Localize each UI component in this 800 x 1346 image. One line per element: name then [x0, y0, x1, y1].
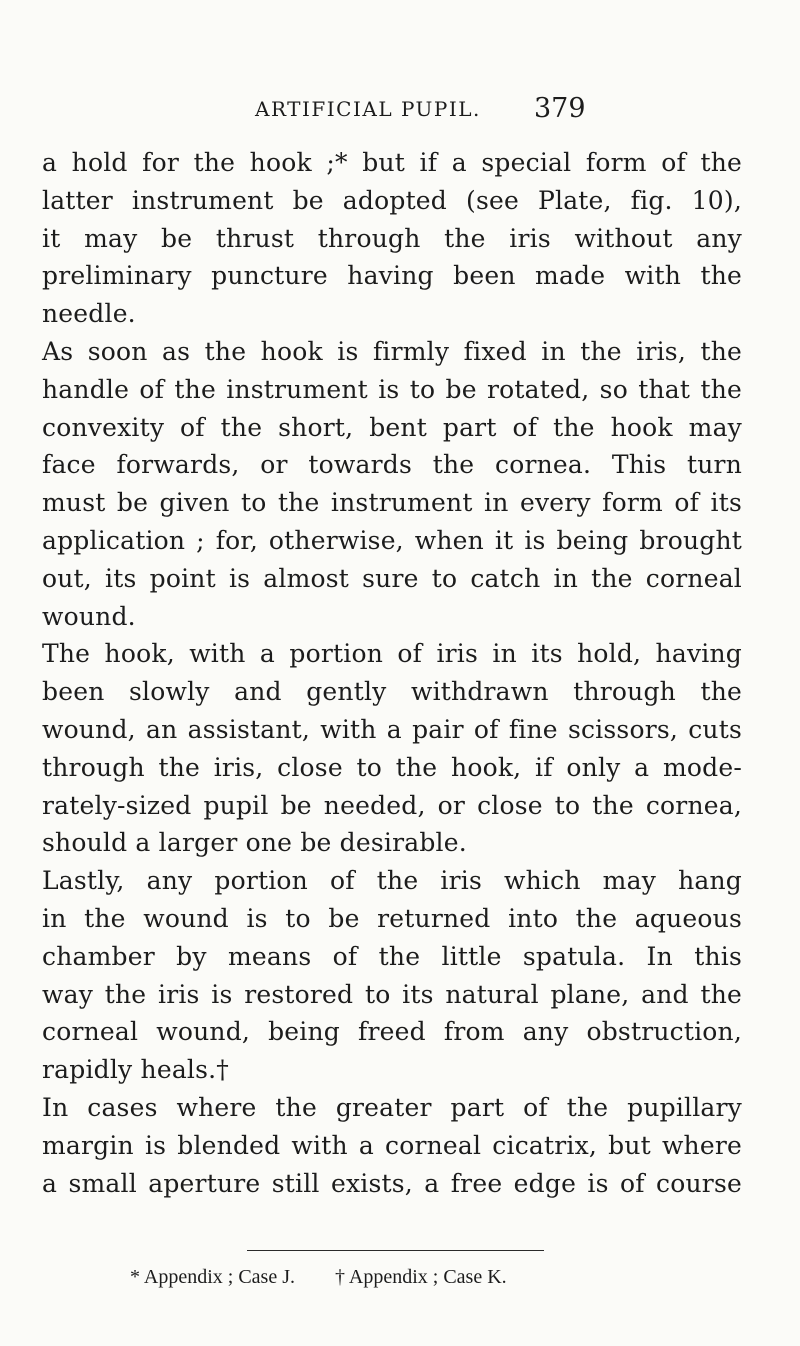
footnote-second: † Appendix ; Case K. [335, 1266, 507, 1288]
text-line: The hook, with a portion of iris in its hold, having [42, 639, 742, 669]
text-line: chamber by means of the little spatula. In this [42, 941, 742, 971]
text-line: rately-sized pupil be needed, or close to the cornea, [42, 790, 742, 820]
text-line: Lastly, any portion of the iris which may hang [42, 866, 742, 896]
text-line: latter instrument be adopted (see Plate, fig. 10), [42, 185, 742, 215]
footnote-first: * Appendix ; Case J. [130, 1266, 295, 1288]
text-line: been slowly and gently withdrawn through the [42, 677, 742, 707]
text-line: wound. [42, 601, 136, 631]
text-line: handle of the instrument is to be rotated, so that the [42, 374, 742, 404]
text-line: preliminary puncture having been made with the [42, 261, 742, 291]
text-line: a hold for the hook ;* but if a special form of the [42, 148, 742, 177]
running-head: ARTIFICIAL PUPIL. [255, 97, 481, 121]
text-line: rapidly heals.† [42, 1055, 229, 1085]
text-line: must be given to the instrument in every form of its [42, 488, 742, 518]
text-line: application ; for, otherwise, when it is being brought [42, 525, 742, 555]
page-header [0, 93, 800, 133]
footnote-divider [247, 1250, 544, 1251]
text-line: out, its point is almost sure to catch in the corneal [42, 563, 742, 593]
text-line: face forwards, or towards the cornea. This turn [42, 450, 742, 480]
body-text [42, 144, 742, 1202]
text-line: way the iris is restored to its natural plane, and the [42, 979, 742, 1009]
text-line: As soon as the hook is firmly fixed in the iris, the [42, 336, 742, 366]
text-line: wound, an assistant, with a pair of fine scissors, cuts [42, 714, 742, 744]
text-line: In cases where the greater part of the pupillary [42, 1092, 742, 1122]
text-line: a small aperture still exists, a free edge is of course [42, 1168, 742, 1198]
text-line: needle. [42, 299, 136, 329]
text-line: should a larger one be desirable. [42, 828, 467, 858]
text-line: in the wound is to be returned into the aqueous [42, 903, 742, 933]
page-number: 379 [534, 93, 586, 124]
text-line: through the iris, close to the hook, if only a mode- [42, 752, 742, 782]
text-line: corneal wound, being freed from any obstruction, [42, 1017, 742, 1047]
text-line: margin is blended with a corneal cicatrix, but where [42, 1130, 742, 1160]
text-line: it may be thrust through the iris without any [42, 223, 742, 253]
text-line: convexity of the short, bent part of the hook may [42, 412, 742, 442]
footnotes [130, 1266, 507, 1289]
